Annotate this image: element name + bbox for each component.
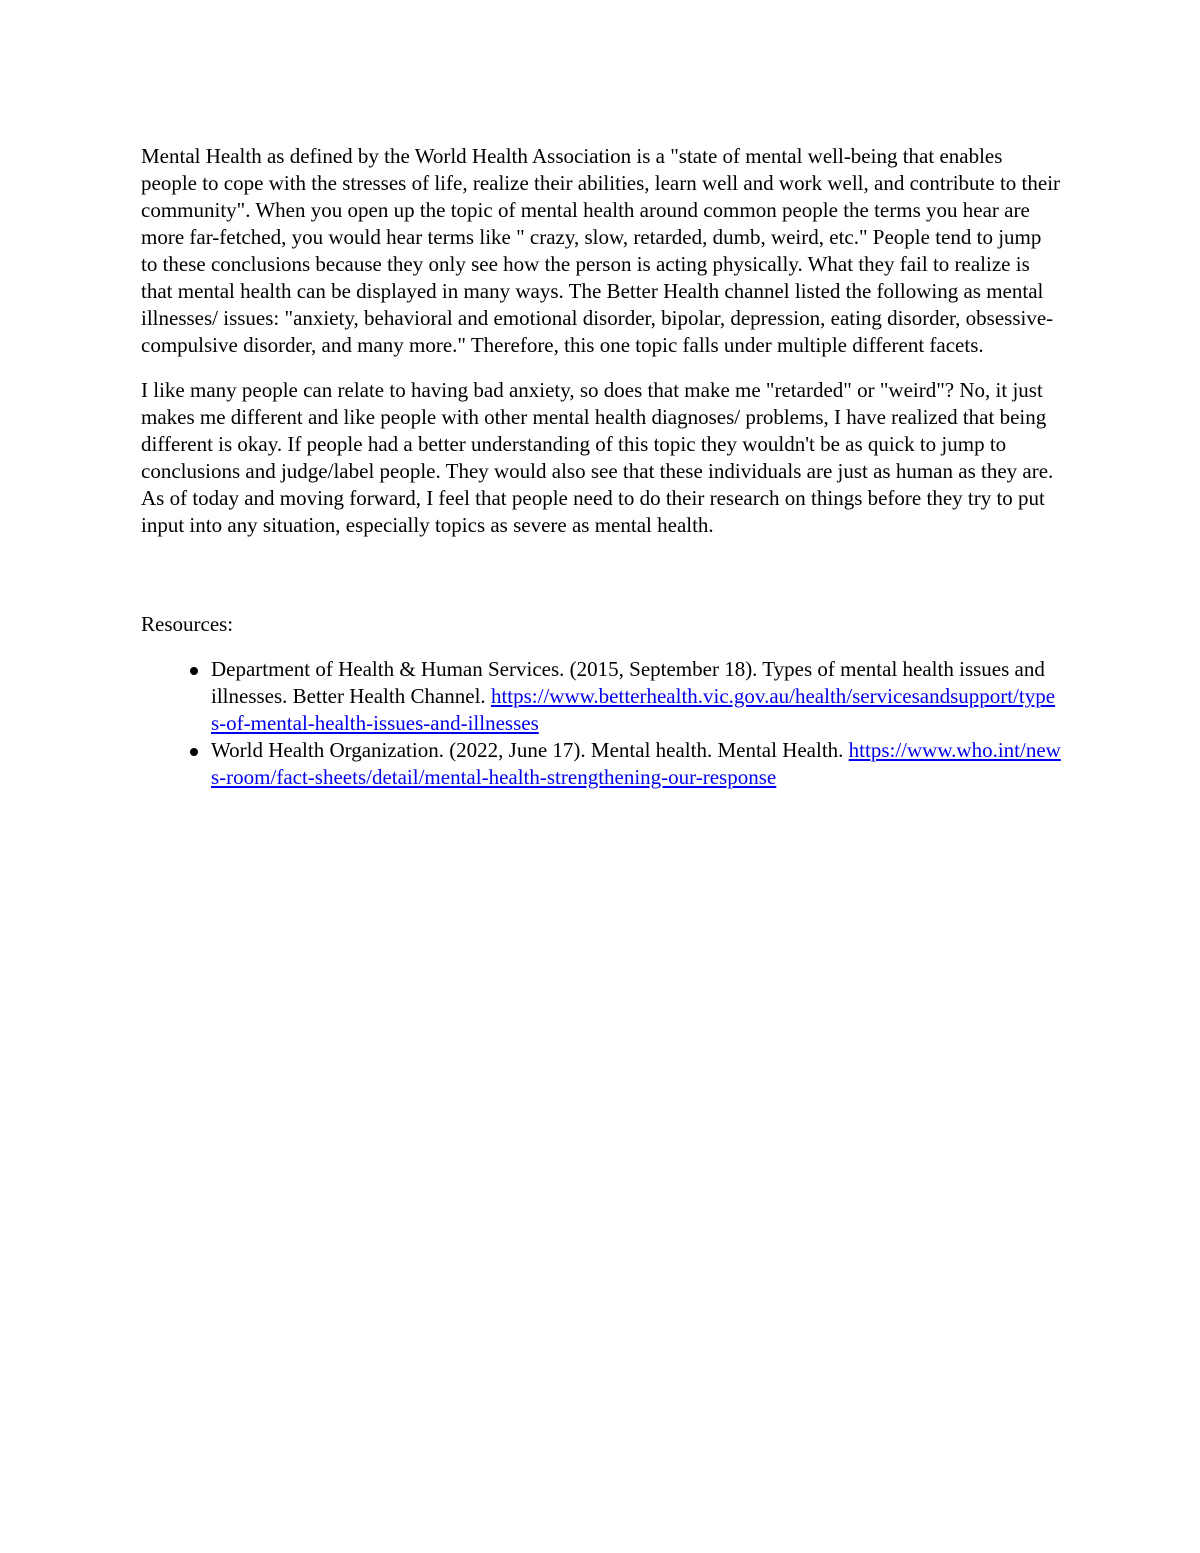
paragraph-personal-reflection: I like many people can relate to having bad anxiety, so does that make me "retarded" or "weird"? No, it just makes me different and like people with other mental health diagnoses/ problems, I have realized that being different is okay. If people had a better understanding of this topic they wouldn't be as quick to jump to conclusions and judge/label people. They would also see that these individuals are just as human as they are. As of today and moving forward, I feel that people need to do their research on things before they try to put input into any situation, especially topics as severe as mental health. [141,378,1054,537]
resources-heading: Resources: [141,612,234,636]
references-list [141,656,1061,791]
bullet-icon [190,667,198,675]
reference-item-who [211,737,1061,791]
paragraph-definition: Mental Health as defined by the World Health Association is a "state of mental well-being that enables people to cope with the stresses of life, realize their abilities, learn well and work well, and contribute to their community". When you open up the topic of mental health around common people the terms you hear are more far-fetched, you would hear terms like " crazy, slow, retarded, dumb, weird, etc." People tend to jump to these conclusions because they only see how the person is acting physically. What they fail to realize is that mental health can be displayed in many ways. The Better Health channel listed the following as mental illnesses/ issues: "anxiety, behavioral and emotional disorder, bipolar, depression, eating disorder, obsessive-compulsive disorder, and many more." Therefore, this one topic falls under multiple different facets. [141,144,1061,357]
reference-citation: Department of Health & Human Services. (2015, September 18). Types of mental health issues and illnesses. Better Health Channel. [211,657,1045,708]
bullet-icon [190,748,198,756]
reference-item-better-health [211,656,1061,737]
document-body [141,143,1061,791]
reference-link[interactable]: https://www.betterhealth.vic.gov.au/health/servicesandsupport/types-of-mental-health-issues-and-illnesses [211,684,1056,735]
reference-link[interactable]: https://www.who.int/news-room/fact-sheets/detail/mental-health-strengthening-our-response [211,738,1061,789]
reference-citation: World Health Organization. (2022, June 17). Mental health. Mental Health. [211,738,844,762]
